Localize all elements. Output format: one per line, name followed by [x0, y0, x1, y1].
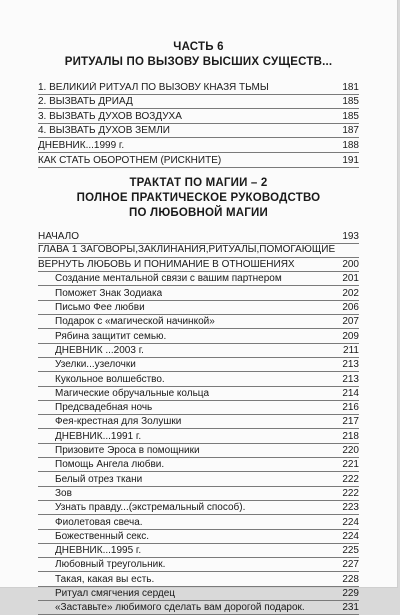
part6-toc-list — [38, 80, 359, 168]
toc-entry-label: Белый отрез ткани — [55, 473, 143, 485]
toc-entry-page: 224 — [342, 516, 359, 528]
toc-subentry — [38, 558, 359, 572]
toc-entry-label: 1. ВЕЛИКИЙ РИТУАЛ ПО ВЫЗОВУ КНАЗЯ ТЬМЫ — [38, 81, 269, 93]
toc-entry-label: Ритуал смягчения сердец — [55, 587, 176, 599]
toc-entry-label: Призовите Эроса в помощники — [55, 445, 200, 457]
toc-subentry — [38, 429, 359, 443]
toc-entry-label: Предсвадебная ночь — [55, 402, 153, 414]
part-subtitle: РИТУАЛЫ ПО ВЫЗОВУ ВЫСШИХ СУЩЕСТВ... — [64, 56, 333, 68]
toc-entry-page: 223 — [342, 502, 359, 514]
toc-entry-label: Помощь Ангела любви. — [55, 459, 165, 471]
toc-subentry — [38, 487, 359, 501]
toc-entry-page: 216 — [342, 402, 359, 414]
toc-entry-label: «Заставьте» любимого сделать вам дорогой подарок. — [55, 602, 305, 614]
toc-entry-label: Письмо Фее любви — [55, 302, 145, 314]
spacer — [38, 221, 359, 230]
toc-entry-label: ВЕРНУТЬ ЛЮБОВЬ И ПОНИМАНИЕ В ОТНОШЕНИЯХ — [38, 259, 295, 271]
toc-entry-page: 200 — [342, 259, 359, 271]
toc-subentry — [38, 329, 359, 343]
toc-entry-page: 202 — [342, 287, 359, 299]
toc-entry — [38, 138, 359, 153]
toc-entry-page: 206 — [342, 302, 359, 314]
toc-subentry — [38, 544, 359, 558]
toc-entry-page: 214 — [342, 387, 359, 399]
toc-chapter-1 — [38, 244, 359, 272]
toc-entry-page: 187 — [342, 125, 359, 137]
toc-entry-page: 213 — [342, 359, 359, 371]
toc-entry-page: 193 — [342, 231, 359, 243]
toc-entry-page: 221 — [342, 459, 359, 471]
toc-entry-page: 191 — [342, 154, 359, 166]
toc-entry-page: 222 — [342, 473, 359, 485]
toc-entry-page: 220 — [342, 445, 359, 457]
toc-entry-label: Такая, какая вы есть. — [55, 573, 155, 585]
toc-subentry — [38, 572, 359, 586]
toc-entry-label: Фея-крестная для Золушки — [55, 416, 182, 428]
toc-entry-label: Поможет Знак Зодиака — [55, 287, 163, 299]
toc-entry-page: 188 — [342, 139, 359, 151]
toc-entry-page: 185 — [342, 96, 359, 108]
toc-entry-page: 213 — [342, 373, 359, 385]
toc-subentry — [38, 358, 359, 372]
treatise-title-line: ПОЛНОЕ ПРАКТИЧЕСКОЕ РУКОВОДСТВО — [76, 191, 321, 204]
toc-entry — [38, 153, 359, 168]
toc-entry-page: 222 — [342, 487, 359, 499]
toc-entry-page: 207 — [342, 316, 359, 328]
toc-entry-label: Любовный треугольник. — [55, 559, 166, 571]
toc-subentry — [38, 601, 359, 615]
toc-entry-label: Подарок с «магической начинкой» — [55, 316, 215, 328]
toc-entry-label: Узнать правду...(экстремальный способ). — [55, 502, 246, 514]
toc-entry-label: Зов — [55, 487, 72, 499]
toc-entry-page: 209 — [342, 330, 359, 342]
toc-entry-label: Фиолетовая свеча. — [55, 516, 143, 528]
toc-subentry — [38, 301, 359, 315]
toc-entry-label: Божественный секс. — [55, 530, 150, 542]
treatise-toc-list — [38, 230, 359, 615]
toc-subentry — [38, 458, 359, 472]
chapter1-items — [38, 272, 359, 615]
toc-subentry — [38, 444, 359, 458]
toc-entry-page: 224 — [342, 530, 359, 542]
toc-subentry — [38, 587, 359, 601]
toc-entry-label: Кукольное волшебство. — [55, 373, 165, 385]
toc-entry-page: 211 — [343, 344, 359, 356]
part-title: ЧАСТЬ 6 — [173, 41, 224, 53]
toc-entry-page: 201 — [342, 273, 359, 285]
toc-entry-start — [38, 230, 359, 245]
toc-entry-page: 185 — [342, 110, 359, 122]
toc-entry — [38, 124, 359, 139]
toc-entry-label: Узелки...узелочки — [55, 359, 136, 371]
toc-entry — [38, 80, 359, 95]
toc-subentry — [38, 530, 359, 544]
toc-subentry — [38, 515, 359, 529]
toc-subentry — [38, 501, 359, 515]
toc-entry-page: 227 — [342, 559, 359, 571]
toc-entry-label: Создание ментальной связи с вашим партнером — [55, 273, 282, 285]
toc-entry-label: ДНЕВНИК ...2003 г. — [55, 344, 144, 356]
toc-subentry — [38, 401, 359, 415]
toc-entry-label: КАК СТАТЬ ОБОРОТНЕМ (РИСКНИТЕ) — [38, 154, 222, 166]
toc-entry-page: 218 — [342, 430, 359, 442]
toc-entry-page: 225 — [342, 545, 359, 557]
toc-entry-label: 4. ВЫЗВАТЬ ДУХОВ ЗЕМЛИ — [38, 125, 170, 137]
toc-entry-page: 181 — [342, 81, 359, 93]
toc-subentry — [38, 415, 359, 429]
toc-entry-page: 231 — [342, 602, 359, 614]
toc-entry-label: 3. ВЫЗВАТЬ ДУХОВ ВОЗДУХА — [38, 110, 182, 122]
toc-subentry — [38, 315, 359, 329]
toc-subentry — [38, 272, 359, 286]
toc-entry-page: 229 — [342, 587, 359, 599]
chapter-title-line-2 — [38, 258, 359, 272]
toc-subentry — [38, 344, 359, 358]
treatise-title-line: ПО ЛЮБОВНОЙ МАГИИ — [129, 206, 268, 219]
toc-subentry — [38, 387, 359, 401]
toc-subentry — [38, 286, 359, 300]
toc-subentry — [38, 472, 359, 486]
spacer — [38, 70, 359, 80]
treatise-title-line: ТРАКТАТ ПО МАГИИ – 2 — [129, 176, 268, 189]
toc-subentry — [38, 372, 359, 386]
chapter-title-line: ГЛАВА 1 ЗАГОВОРЫ,ЗАКЛИНАНИЯ,РИТУАЛЫ,ПОМОГАЮЩИЕ — [38, 244, 359, 258]
toc-entry-page: 228 — [342, 573, 359, 585]
toc-entry-label: 2. ВЫЗВАТЬ ДРИАД — [38, 96, 133, 108]
toc-entry-label: ДНЕВНИК...1999 г. — [38, 139, 125, 151]
toc-entry-label: ДНЕВНИК...1995 г. — [55, 545, 142, 557]
toc-entry-label: Рябина защитит семью. — [55, 330, 167, 342]
toc-entry-label: ДНЕВНИК...1991 г. — [55, 430, 142, 442]
toc-entry-page: 217 — [342, 416, 359, 428]
toc-entry — [38, 109, 359, 124]
toc-entry — [38, 95, 359, 110]
toc-entry-label: Магические обручальные кольца — [55, 387, 210, 399]
toc-entry-label: НАЧАЛО — [38, 231, 80, 243]
